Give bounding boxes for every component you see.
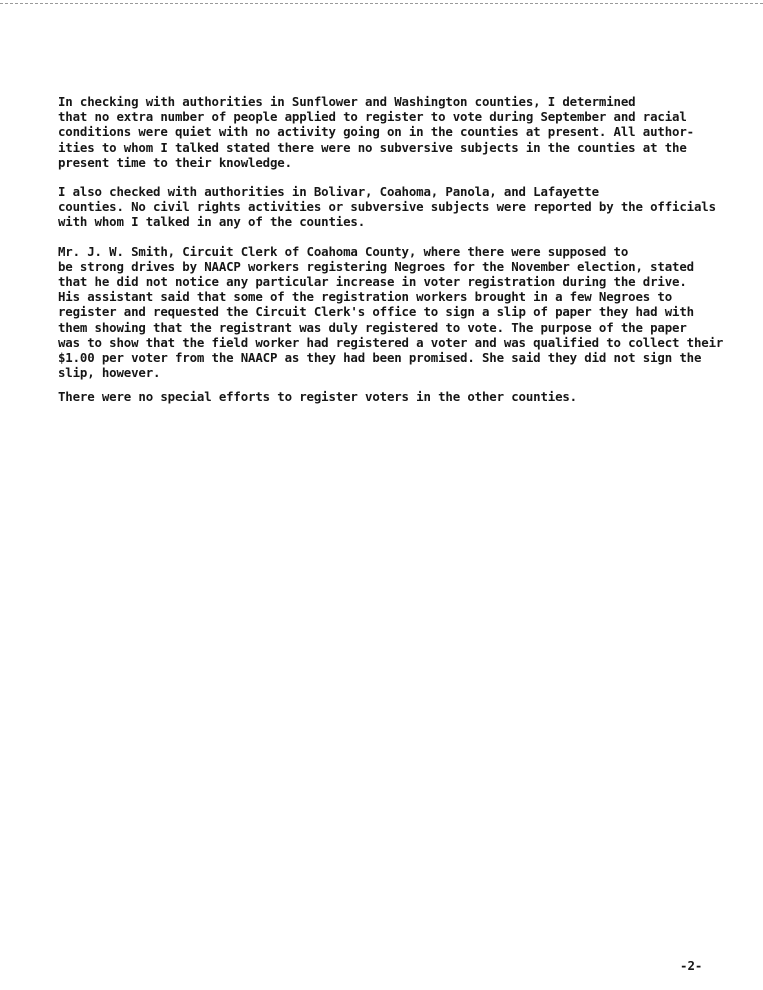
page-number: -2- bbox=[680, 958, 703, 973]
paragraph-circuit-clerk: Mr. J. W. Smith, Circuit Clerk of Coahoma County, where there were supposed to be strong drives by NAACP workers registering Negroes for the November election, stated that he did not notice any particular increase in voter registration during the drive. His assistant said that some of the registration workers brought in a few Negroes to register and requested the Circuit Clerk's office to sign a slip of paper they had with them showing that the registrant was duly registered to vote. The purpose of the paper was to show that the field worker had registered a voter and was qualified to collect their $1.00 per voter from the NAACP as they had been promised. She said they did not sign the slip, however. bbox=[58, 243, 724, 381]
document-body bbox=[58, 94, 748, 405]
page-top-edge bbox=[0, 3, 763, 4]
paragraph-other-counties: There were no special efforts to register voters in the other counties. bbox=[58, 389, 577, 405]
paragraph-bolivar-coahoma: I also checked with authorities in Bolivar, Coahoma, Panola, and Lafayette counties. No civil rights activities or subversive subjects were reported by the officials with whom I talked in any of the counties. bbox=[58, 184, 716, 230]
paragraph-sunflower-washington: In checking with authorities in Sunflower and Washington counties, I determined that no extra number of people applied to register to vote during September and racial conditions were quiet with no activity going on in the counties at present. All author- ities to whom I talked stated there were no subversive subjects in the counties at the present time to their knowledge. bbox=[58, 94, 694, 170]
